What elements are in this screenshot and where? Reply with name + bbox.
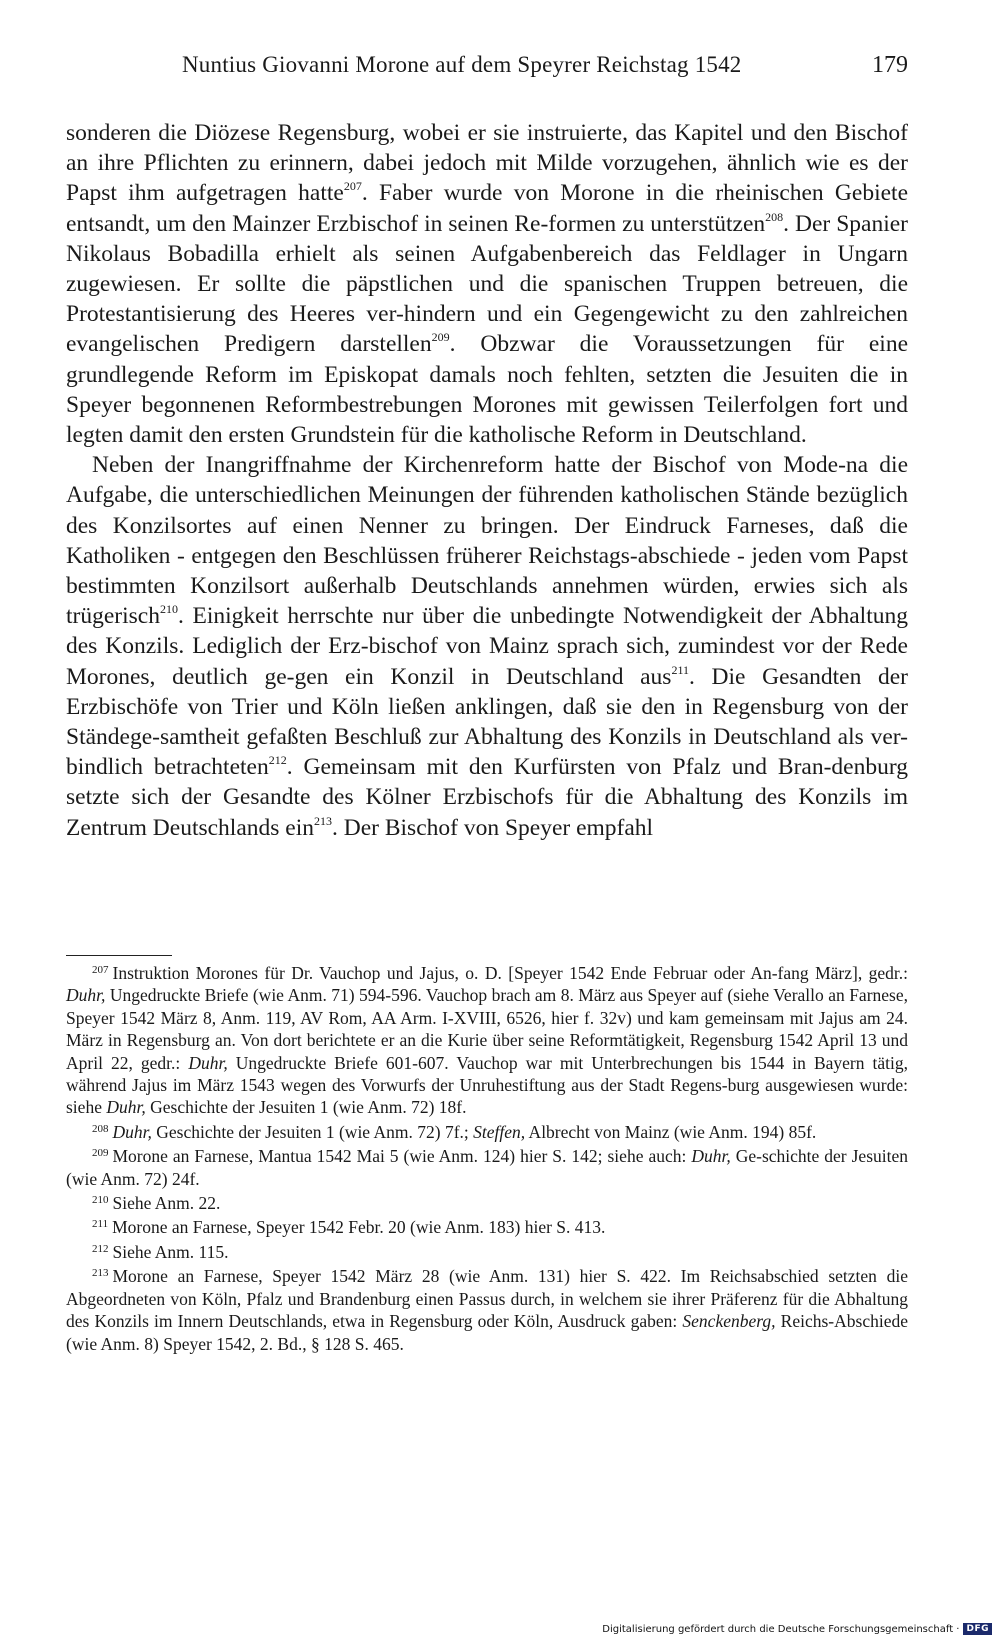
text-run: Albrecht von Mainz (wie Anm. 194) 85f.	[525, 1121, 817, 1142]
text-run: . Der Spanier Nikolaus Bobadilla erhielt als seinen Aufgabenbereich das Feldlager in Ungarn zugewiesen. Er sollte die päpstlichen und die spanischen Truppen betreuen, die Protestantisierung des Heeres ver-hindern und ein Gegengewicht zu den zahlreichen evangelischen Predigern darstellen	[66, 210, 908, 358]
main-text	[66, 118, 908, 843]
footnote-ref: 212	[268, 753, 287, 768]
text-run: . Gemeinsam mit den Kurfürsten von Pfalz und Bran-denburg setzte sich der Gesandte des Kölner Erzbischofs für die Abhaltung des Konzils im Zentrum Deutschlands ein	[66, 754, 908, 841]
text-run: Geschichte der Jesuiten 1 (wie Anm. 72) 18f.	[145, 1097, 467, 1118]
footnote	[66, 1145, 908, 1190]
text-run: Ungedruckte Briefe 601-607. Vauchop war mit Unterbrechungen bis 1544 in Bayern tätig, während Jajus im März 1543 wegen des Vorwurfs der Unruhestiftung aus der Stadt Regens-burg ausgewiesen wurde: siehe	[66, 1052, 908, 1118]
author-name: Duhr,	[691, 1146, 731, 1167]
page-header	[70, 52, 908, 92]
footnote-ref: 208	[765, 209, 784, 224]
footnote-ref: 211	[671, 662, 690, 677]
author-name: Duhr,	[66, 985, 106, 1006]
footnote-number: 210	[92, 1194, 109, 1207]
text-run: Neben der Inangriffnahme der Kirchenreform hatte der Bischof von Mode-na die Aufgabe, die unterschiedlichen Meinungen der führenden katholischen Stände bezüglich des Konzilsortes auf einen Nenner zu bringen. Der Eindruck Farneses, daß die Katholiken - entgegen den Beschlüssen früherer Reichstags-abschiede - jeden vom Papst bestimmten Konzilsort außerhalb Deutschlands annehmen würden, erwies sich als trügerisch	[66, 452, 908, 630]
footnote	[66, 1121, 908, 1143]
footnote-number: 211	[92, 1218, 109, 1231]
text-run: . Faber wurde von Morone in die rheinischen Gebiete entsandt, um den Mainzer Erzbischof in seinen Re-formen zu unterstützen	[66, 180, 909, 237]
text-run: . Der Bischof von Speyer empfahl	[332, 814, 654, 841]
footnote-ref: 210	[159, 602, 178, 617]
footnote-separator	[66, 955, 172, 956]
paragraph	[66, 118, 908, 450]
text-run: Instruktion Morones für Dr. Vauchop und Jajus, o. D. [Speyer 1542 Ende Februar oder An-fang März], gedr.:	[112, 963, 908, 983]
text-run: Morone an Farnese, Speyer 1542 März 28 (wie Anm. 131) hier S. 422. Im Reichsabschied setzten die Abgeordneten von Köln, Pfalz und Brandenburg einen Passus durch, in welchem sie ihrer Präferenz für die Abhaltung des Konzils im Innern Deutschlands, etwa in Regensburg oder Köln, Ausdruck gaben:	[66, 1266, 908, 1332]
footnote-ref: 207	[343, 179, 362, 194]
text-run: Ungedruckte Briefe (wie Anm. 71) 594-596. Vauchop brach am 8. März aus Speyer auf (siehe Verallo an Farnese, Speyer 1542 März 8, Anm. 119, AV Rom, AA Arm. I-XVIII, 6526, hier f. 32v) und kam gemeinsam mit Jajus am 24. März in Regensburg an. Von dort berichtete er an die Kurie über seine Reformtätigkeit, Regensburg 1542 April 13 und April 22, gedr.:	[66, 985, 908, 1073]
footnote-number: 208	[92, 1122, 109, 1135]
author-name: Duhr,	[106, 1097, 146, 1118]
credit-text: Digitalisierung gefördert durch die Deutsche Forschungsgemeinschaft ·	[602, 1623, 960, 1635]
author-name: Steffen,	[473, 1121, 526, 1142]
footnote	[66, 1265, 908, 1355]
footnote-number: 212	[92, 1242, 109, 1255]
footnote	[66, 1241, 908, 1263]
footnote-number: 209	[92, 1147, 109, 1160]
footnotes	[66, 962, 908, 1355]
footnote-ref: 209	[431, 330, 450, 345]
footnote	[66, 1192, 908, 1214]
dfg-logo: DFG	[963, 1623, 992, 1635]
text-run: . Die Gesandten der Erzbischöfe von Trier und Köln ließen anklingen, daß sie den in Regensburg von der Ständege-samtheit gefaßten Beschluß zur Abhaltung des Konzils in Deutschland als ver-bindlich betrachteten	[66, 663, 909, 781]
page-number: 179	[872, 52, 908, 78]
paragraph	[66, 450, 908, 843]
footnote-number: 213	[92, 1267, 109, 1280]
text-run: Morone an Farnese, Speyer 1542 Febr. 20 (wie Anm. 183) hier S. 413.	[112, 1217, 606, 1238]
author-name: Duhr,	[112, 1121, 152, 1142]
text-run: Reichs-Abschiede (wie Anm. 8) Speyer 1542, 2. Bd., § 128 S. 465.	[66, 1311, 908, 1354]
text-run: . Obzwar die Voraussetzungen für eine grundlegende Reform im Episkopat damals noch fehlten, setzten die Jesuiten die in Speyer begonnenen Reformbestrebungen Morones mit gewissen Teilerfolgen fort und legten damit den ersten Grundstein für die katholische Reform in Deutschland.	[66, 331, 908, 449]
running-title: Nuntius Giovanni Morone auf dem Speyrer Reichstag 1542	[182, 52, 742, 77]
text-run: Geschichte der Jesuiten 1 (wie Anm. 72) 7f.;	[151, 1121, 474, 1142]
footnote-ref: 213	[314, 813, 332, 828]
digitization-credit	[602, 1623, 992, 1635]
text-run: Ge-schichte der Jesuiten (wie Anm. 72) 24f.	[66, 1146, 908, 1189]
text-run: Siehe Anm. 115.	[112, 1241, 229, 1262]
text-run: Morone an Farnese, Mantua 1542 Mai 5 (wie Anm. 124) hier S. 142; siehe auch:	[112, 1146, 692, 1167]
text-run: Siehe Anm. 22.	[112, 1193, 221, 1214]
footnote-number: 207	[92, 963, 109, 976]
footnote	[66, 1216, 908, 1238]
author-name: Senckenberg,	[682, 1311, 776, 1332]
footnote	[66, 962, 908, 1119]
text-run: . Einigkeit herrschte nur über die unbedingte Notwendigkeit der Abhaltung des Konzils. Lediglich der Erz-bischof von Mainz sprach sich, zumindest vor der Rede Morones, deutlich ge-gen ein Konzil in Deutschland aus	[66, 603, 908, 690]
text-run: sonderen die Diözese Regensburg, wobei er sie instruierte, das Kapitel und den Bischof an ihre Pflichten zu erinnern, dabei jedoch mit Milde vorzugehen, ähnlich wie es der Papst ihm aufgetragen hatte	[66, 120, 908, 207]
author-name: Duhr,	[188, 1052, 228, 1073]
